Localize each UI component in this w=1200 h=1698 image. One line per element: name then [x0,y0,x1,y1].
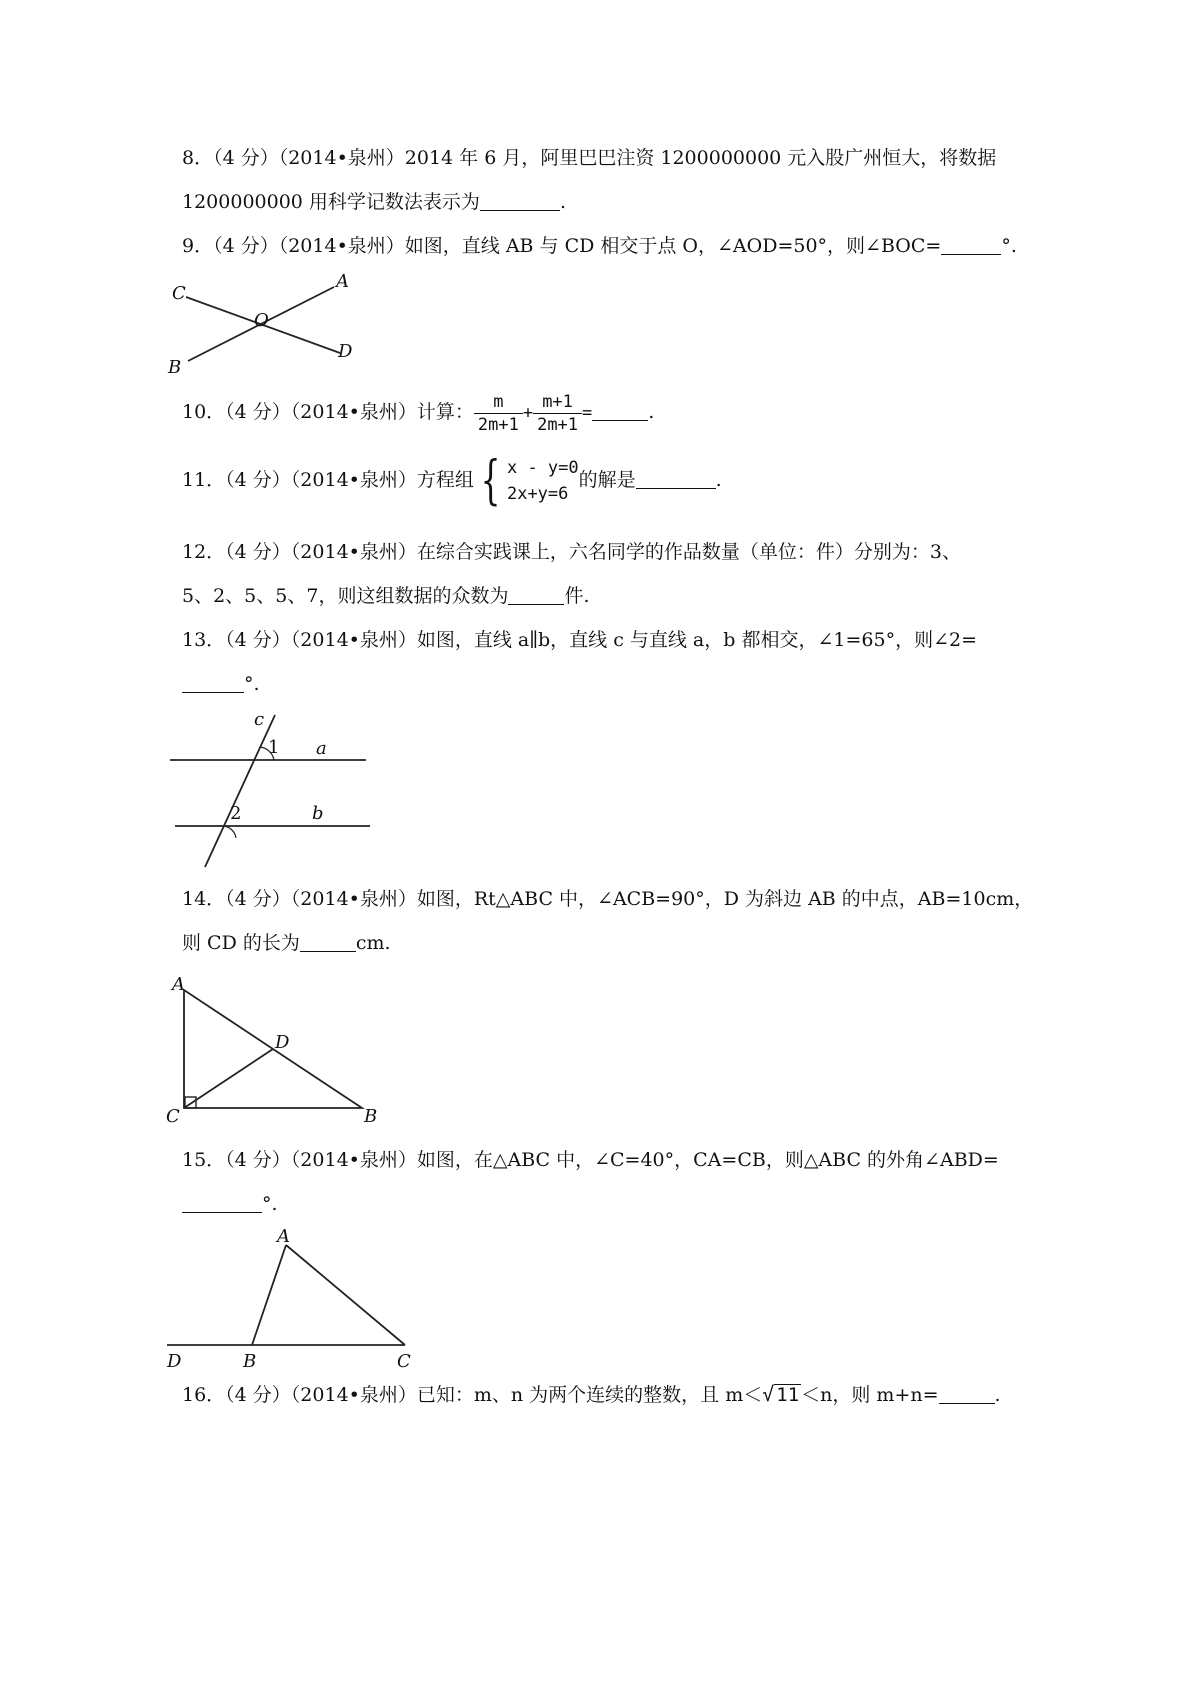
label-c: c [254,709,265,730]
question-12-line-1 [182,540,961,564]
answer-blank [592,402,648,421]
question-8-text-cont: 1200000000 用科学记数法表示为 [182,191,480,213]
figure-intersecting-lines [160,265,380,385]
label-a: a [316,738,327,759]
question-15-text: 15．（4 分）（2014•泉州）如图，在△ABC 中，∠C=40°，CA=CB，则△ABC 的外角∠ABD= [182,1149,999,1171]
answer-blank [480,192,560,211]
question-9-suffix: °. [1001,235,1017,257]
question-16-text-mid: ＜n，则 m+n= [801,1384,939,1406]
question-8-line-2 [182,190,566,214]
question-13-text: 13．（4 分）（2014•泉州）如图，直线 a∥b，直线 c 与直线 a，b 都相交，∠1=65°，则∠2= [182,629,977,651]
question-10 [182,386,654,438]
question-15-suffix: °. [262,1193,278,1215]
fraction-1 [474,391,523,436]
answer-blank [941,236,1001,255]
answer-blank [182,1194,262,1213]
question-14-line-2 [182,931,391,955]
fraction-1-numerator: m [474,391,523,414]
question-11-text: 11．（4 分）（2014•泉州）方程组 [182,469,474,491]
equals-sign: = [582,403,593,423]
sqrt-icon: √ [762,1382,775,1406]
figure-right-triangle [160,968,420,1128]
question-8-line-1 [182,146,996,170]
question-13-suffix: °. [244,673,260,695]
question-12-text: 12．（4 分）（2014•泉州）在综合实践课上，六名同学的作品数量（单位：件）分别为：3、 [182,541,961,563]
label-d: D [338,341,353,362]
answer-blank [300,933,356,952]
fraction-2-numerator: m+1 [533,391,582,414]
label-o: O [254,310,269,331]
question-11-text-mid: 的解是 [578,469,636,491]
answer-blank [508,586,564,605]
question-14-text-cont: 则 CD 的长为 [182,932,300,954]
label-c: C [397,1351,411,1372]
question-13-line-2 [182,672,260,696]
question-14-line-1 [182,887,1033,911]
label-a: A [172,974,185,995]
question-16 [182,1382,1001,1407]
question-10-period: . [648,401,655,423]
label-c: C [172,283,186,304]
fraction-1-denominator: 2m+1 [477,414,519,435]
label-a: A [277,1226,290,1247]
brace-icon: { [480,451,501,511]
question-10-text: 10．（4 分）（2014•泉州）计算： [182,401,474,423]
answer-blank [636,470,716,489]
question-16-text: 16．（4 分）（2014•泉州）已知：m、n 为两个连续的整数，且 m＜ [182,1384,763,1406]
question-13-line-1 [182,628,977,652]
label-angle-1: 1 [268,737,280,758]
fraction-2-denominator: 2m+1 [537,414,579,435]
equation-1: x - y=0 [506,458,579,478]
label-d: D [167,1351,182,1372]
label-b: b [312,803,324,824]
label-c: C [166,1106,180,1127]
answer-blank [939,1385,995,1404]
plus-sign: + [522,403,534,423]
label-d: D [275,1032,290,1053]
equation-system [507,455,579,507]
label-angle-2: 2 [230,803,242,824]
question-8-text: 8．（4 分）（2014•泉州）2014 年 6 月，阿里巴巴注资 1200000000 元入股广州恒大，将数据 [182,147,997,169]
question-11-period: . [715,469,722,491]
label-a: A [336,271,349,292]
label-b: B [168,357,182,378]
answer-blank [182,674,244,693]
label-b: B [364,1106,378,1127]
question-15-line-2 [182,1192,278,1216]
radicand: 11 [776,1384,800,1406]
question-9-text: 9．（4 分）（2014•泉州）如图，直线 AB 与 CD 相交于点 O，∠AOD=50°，则∠BOC= [182,235,942,257]
equation-2: 2x+y=6 [506,484,569,504]
question-15-line-1 [182,1148,999,1172]
question-16-period: . [994,1384,1001,1406]
question-12-text-cont: 5、2、5、5、7，则这组数据的众数为 [182,585,509,607]
question-8-period: . [559,191,566,213]
label-b: B [243,1351,257,1372]
question-14-text: 14．（4 分）（2014•泉州）如图，Rt△ABC 中，∠ACB=90°，D 为斜边 AB 的中点，AB=10cm， [182,888,1034,910]
figure-parallel-lines [170,705,380,870]
question-9 [182,234,1017,258]
question-12-suffix: 件. [564,585,590,607]
figure-isosceles-triangle [165,1225,455,1375]
question-14-suffix: cm. [355,932,391,954]
fraction-2 [533,391,582,436]
question-11 [182,451,722,511]
question-12-line-2 [182,584,590,608]
